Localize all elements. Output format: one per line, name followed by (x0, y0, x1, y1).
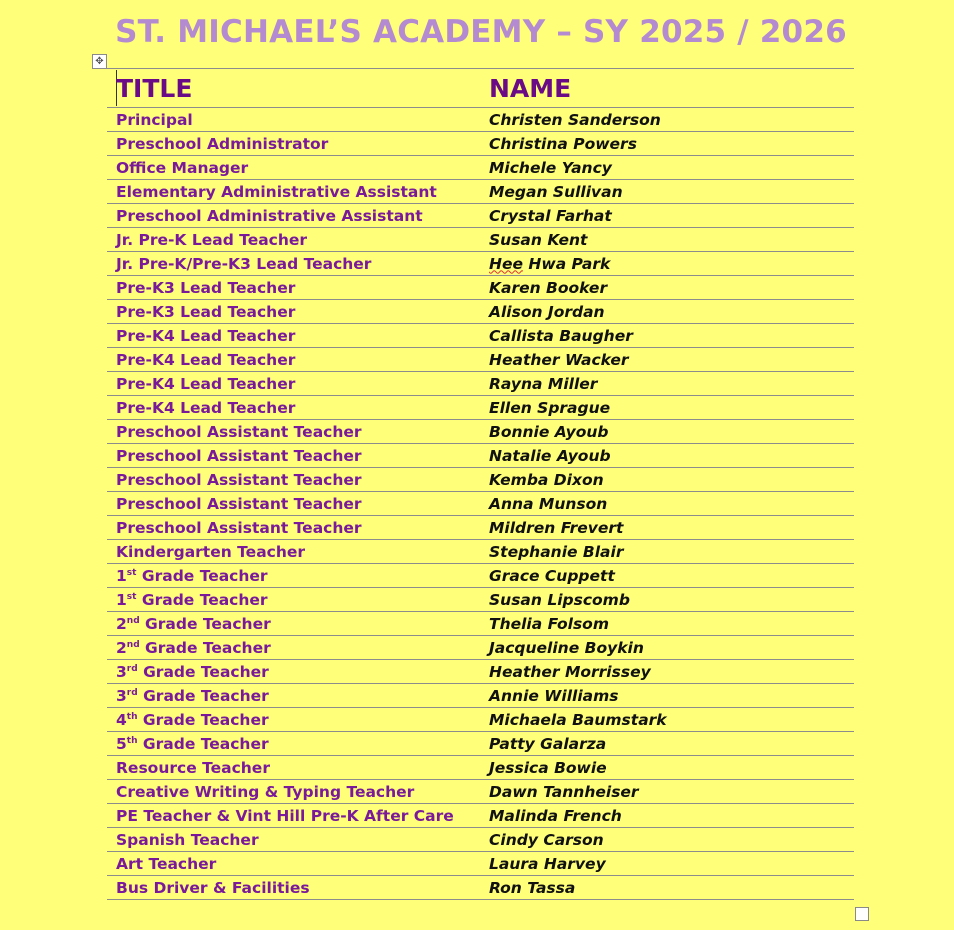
staff-title (107, 612, 480, 636)
table-row (107, 348, 854, 372)
grade-label: Grade Teacher (137, 662, 269, 681)
staff-title: PE Teacher & Vint Hill Pre-K After Care (107, 804, 480, 828)
staff-name: Heather Wacker (480, 348, 854, 372)
grade-label: Grade Teacher (136, 590, 268, 609)
grade-label: Grade Teacher (137, 734, 269, 753)
table-row (107, 660, 854, 684)
spellcheck-word[interactable]: Hee (489, 254, 523, 273)
table-row (107, 540, 854, 564)
staff-title (107, 636, 480, 660)
staff-title: Bus Driver & Facilities (107, 876, 480, 900)
grade-number: 1 (116, 566, 127, 585)
staff-name: Heather Morrissey (480, 660, 854, 684)
staff-title (107, 660, 480, 684)
table-row (107, 420, 854, 444)
staff-title: Jr. Pre-K Lead Teacher (107, 228, 480, 252)
column-header-title: TITLE (107, 69, 480, 108)
staff-name: Anna Munson (480, 492, 854, 516)
staff-name: Mildren Frevert (480, 516, 854, 540)
staff-name: Bonnie Ayoub (480, 420, 854, 444)
staff-title: Principal (107, 108, 480, 132)
staff-title: Preschool Assistant Teacher (107, 420, 480, 444)
grade-label: Grade Teacher (139, 638, 271, 657)
staff-name: Michele Yancy (480, 156, 854, 180)
table-row (107, 444, 854, 468)
table-row (107, 828, 854, 852)
staff-title: Preschool Administrative Assistant (107, 204, 480, 228)
staff-name: Stephanie Blair (480, 540, 854, 564)
staff-name: Susan Lipscomb (480, 588, 854, 612)
staff-name: Annie Williams (480, 684, 854, 708)
table-row (107, 108, 854, 132)
grade-label: Grade Teacher (139, 614, 271, 633)
staff-title (107, 564, 480, 588)
table-row (107, 156, 854, 180)
ordinal-suffix: nd (126, 639, 140, 650)
staff-title: Preschool Assistant Teacher (107, 444, 480, 468)
staff-title: Preschool Assistant Teacher (107, 492, 480, 516)
grade-label: Grade Teacher (137, 686, 269, 705)
staff-name: Jacqueline Boykin (480, 636, 854, 660)
table-row (107, 252, 854, 276)
staff-name: Jessica Bowie (480, 756, 854, 780)
staff-title: Pre-K3 Lead Teacher (107, 300, 480, 324)
staff-name: Malinda French (480, 804, 854, 828)
staff-name: Kemba Dixon (480, 468, 854, 492)
staff-title: Pre-K3 Lead Teacher (107, 276, 480, 300)
table-row (107, 804, 854, 828)
table-move-handle-icon[interactable]: ✥ (92, 54, 107, 69)
staff-title: Pre-K4 Lead Teacher (107, 372, 480, 396)
ordinal-suffix: nd (126, 615, 140, 626)
table-row (107, 876, 854, 900)
table-row (107, 204, 854, 228)
staff-title: Creative Writing & Typing Teacher (107, 780, 480, 804)
staff-name: Callista Baugher (480, 324, 854, 348)
table-row (107, 492, 854, 516)
table-row (107, 300, 854, 324)
table-row (107, 396, 854, 420)
staff-name: Natalie Ayoub (480, 444, 854, 468)
table-row (107, 780, 854, 804)
table-row (107, 852, 854, 876)
grade-number: 4 (116, 710, 127, 729)
staff-name (480, 252, 854, 276)
table-row (107, 276, 854, 300)
table-row (107, 588, 854, 612)
grade-number: 1 (116, 590, 127, 609)
page-title: ST. MICHAEL’S ACADEMY – SY 2025 / 2026 (115, 14, 847, 50)
staff-name: Crystal Farhat (480, 204, 854, 228)
staff-title: Art Teacher (107, 852, 480, 876)
grade-label: Grade Teacher (136, 566, 268, 585)
table-row (107, 372, 854, 396)
staff-title (107, 708, 480, 732)
ordinal-suffix: rd (126, 687, 138, 698)
staff-title: Resource Teacher (107, 756, 480, 780)
staff-name: Michaela Baumstark (480, 708, 854, 732)
staff-title: Preschool Assistant Teacher (107, 516, 480, 540)
staff-name: Dawn Tannheiser (480, 780, 854, 804)
staff-title: Preschool Assistant Teacher (107, 468, 480, 492)
staff-title: Kindergarten Teacher (107, 540, 480, 564)
ordinal-suffix: th (126, 735, 138, 746)
table-row (107, 516, 854, 540)
staff-name: Susan Kent (480, 228, 854, 252)
table-header-row (107, 69, 854, 108)
staff-title: Jr. Pre-K/Pre-K3 Lead Teacher (107, 252, 480, 276)
grade-number: 2 (116, 614, 127, 633)
staff-title (107, 588, 480, 612)
staff-name: Cindy Carson (480, 828, 854, 852)
table-row (107, 636, 854, 660)
grade-number: 3 (116, 686, 127, 705)
table-row (107, 756, 854, 780)
staff-table (107, 68, 854, 900)
staff-name: Thelia Folsom (480, 612, 854, 636)
staff-name: Ron Tassa (480, 876, 854, 900)
staff-title: Office Manager (107, 156, 480, 180)
table-row (107, 732, 854, 756)
name-rest: Hwa Park (523, 254, 611, 273)
staff-name: Alison Jordan (480, 300, 854, 324)
table-row (107, 132, 854, 156)
table-row (107, 180, 854, 204)
staff-name: Patty Galarza (480, 732, 854, 756)
ordinal-suffix: st (126, 567, 137, 578)
staff-title: Elementary Administrative Assistant (107, 180, 480, 204)
staff-title (107, 684, 480, 708)
staff-title: Pre-K4 Lead Teacher (107, 396, 480, 420)
grade-number: 2 (116, 638, 127, 657)
staff-title: Pre-K4 Lead Teacher (107, 348, 480, 372)
table-row (107, 612, 854, 636)
table-row (107, 324, 854, 348)
grade-number: 3 (116, 662, 127, 681)
staff-title: Spanish Teacher (107, 828, 480, 852)
grade-label: Grade Teacher (137, 710, 269, 729)
staff-name: Karen Booker (480, 276, 854, 300)
table-resize-handle[interactable] (855, 907, 869, 921)
table-row (107, 564, 854, 588)
staff-title (107, 732, 480, 756)
staff-name: Christina Powers (480, 132, 854, 156)
ordinal-suffix: th (126, 711, 138, 722)
table-row (107, 708, 854, 732)
staff-name: Laura Harvey (480, 852, 854, 876)
grade-number: 5 (116, 734, 127, 753)
staff-name: Ellen Sprague (480, 396, 854, 420)
staff-title: Preschool Administrator (107, 132, 480, 156)
staff-name: Grace Cuppett (480, 564, 854, 588)
staff-title: Pre-K4 Lead Teacher (107, 324, 480, 348)
ordinal-suffix: rd (126, 663, 138, 674)
table-row (107, 228, 854, 252)
ordinal-suffix: st (126, 591, 137, 602)
table-row (107, 684, 854, 708)
column-header-name: NAME (480, 69, 854, 108)
staff-name: Rayna Miller (480, 372, 854, 396)
staff-name: Megan Sullivan (480, 180, 854, 204)
staff-name: Christen Sanderson (480, 108, 854, 132)
table-row (107, 468, 854, 492)
